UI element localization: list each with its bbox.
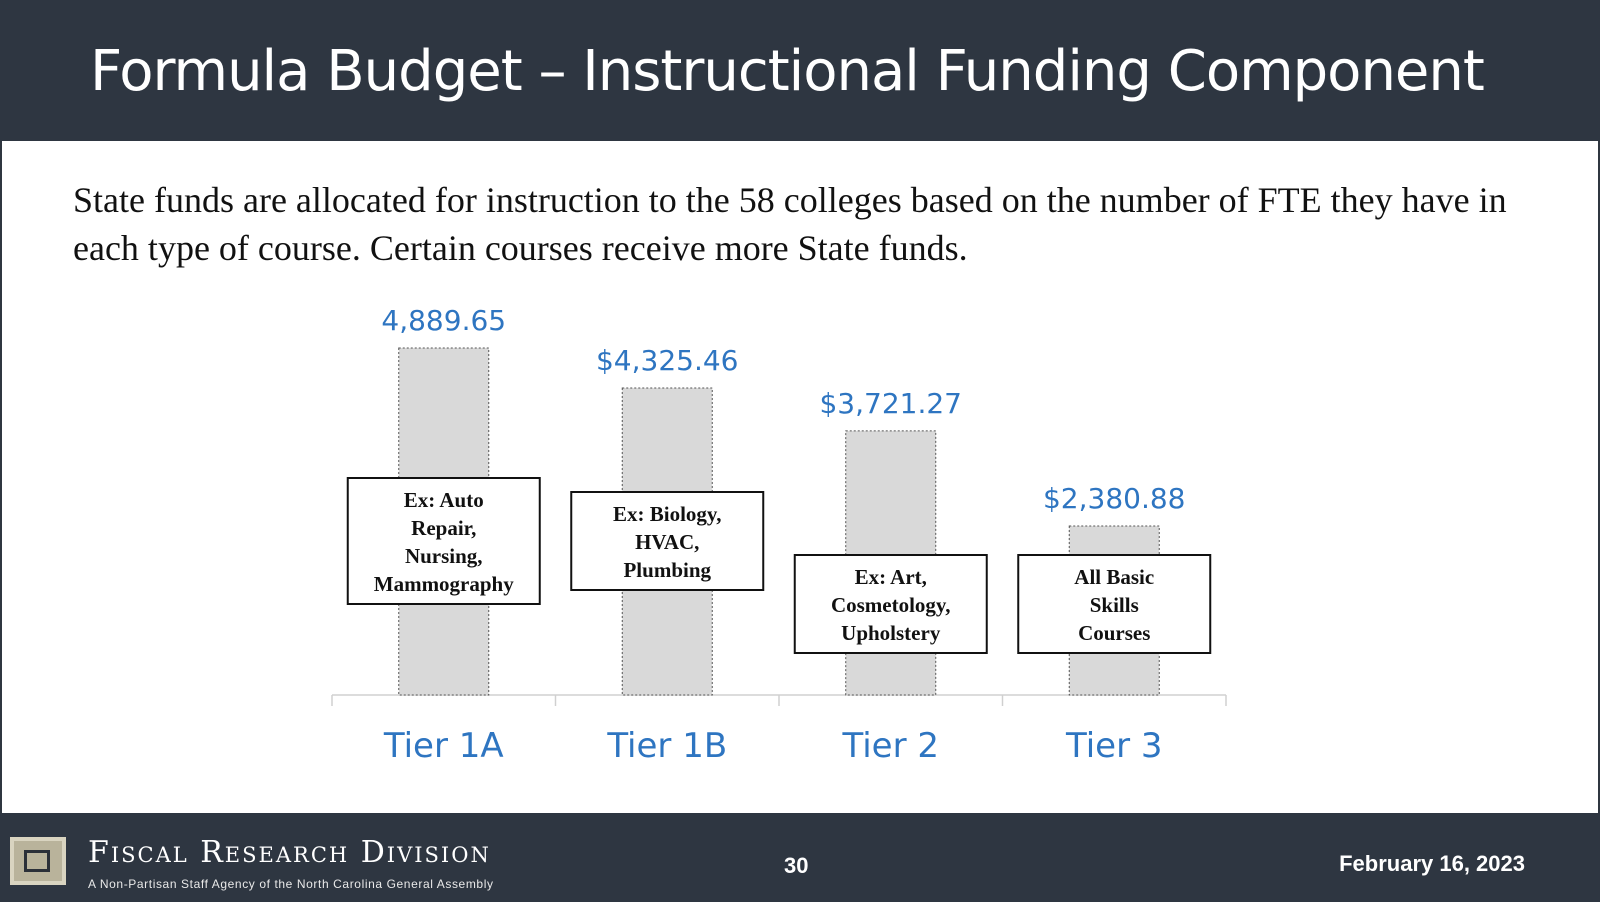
- annotation-text: All Basic: [1074, 565, 1155, 589]
- annotation-text: Nursing,: [404, 544, 483, 568]
- logo-icon: [10, 837, 66, 885]
- bar-chart: [0, 290, 1600, 790]
- annotation-text: Courses: [1078, 621, 1151, 645]
- tick-label: Tier 2: [842, 726, 940, 766]
- tick-label: Tier 1B: [607, 726, 728, 766]
- org-name: Fiscal Research Division: [88, 835, 491, 870]
- data-label: $2,380.88: [1042, 482, 1186, 516]
- annotation-text: Mammography: [373, 572, 514, 596]
- title-bar: [0, 0, 1600, 141]
- annotation-text: Repair,: [411, 516, 477, 540]
- annotation-text: HVAC,: [635, 530, 700, 554]
- annotation-text: Skills: [1089, 593, 1139, 617]
- annotation-text: Plumbing: [623, 558, 712, 582]
- intro-text: State funds are allocated for instruction to the 58 colleges based on the number of FTE they have in each type of course. Certain courses receive more State funds.: [73, 180, 1507, 268]
- org-subtitle: A Non-Partisan Staff Agency of the North Carolina General Assembly: [88, 877, 494, 891]
- data-label: $3,721.27: [819, 386, 963, 420]
- tick-label: Tier 1A: [383, 726, 504, 766]
- annotation-text: Ex: Biology,: [612, 502, 722, 526]
- data-label: $4,325.46: [595, 344, 739, 378]
- annotation-text: Upholstery: [841, 621, 941, 645]
- slide-title: Formula Budget – Instructional Funding Component: [90, 39, 1484, 104]
- footer: [0, 813, 1600, 902]
- slide-date: February 16, 2023: [1339, 851, 1525, 876]
- data-label: 4,889.65: [381, 304, 507, 337]
- annotation-text: Ex: Auto: [403, 488, 484, 512]
- annotation-text: Ex: Art,: [854, 565, 927, 589]
- page-number: 30: [784, 853, 809, 878]
- annotation-text: Cosmetology,: [830, 593, 951, 617]
- tick-label: Tier 3: [1065, 726, 1163, 766]
